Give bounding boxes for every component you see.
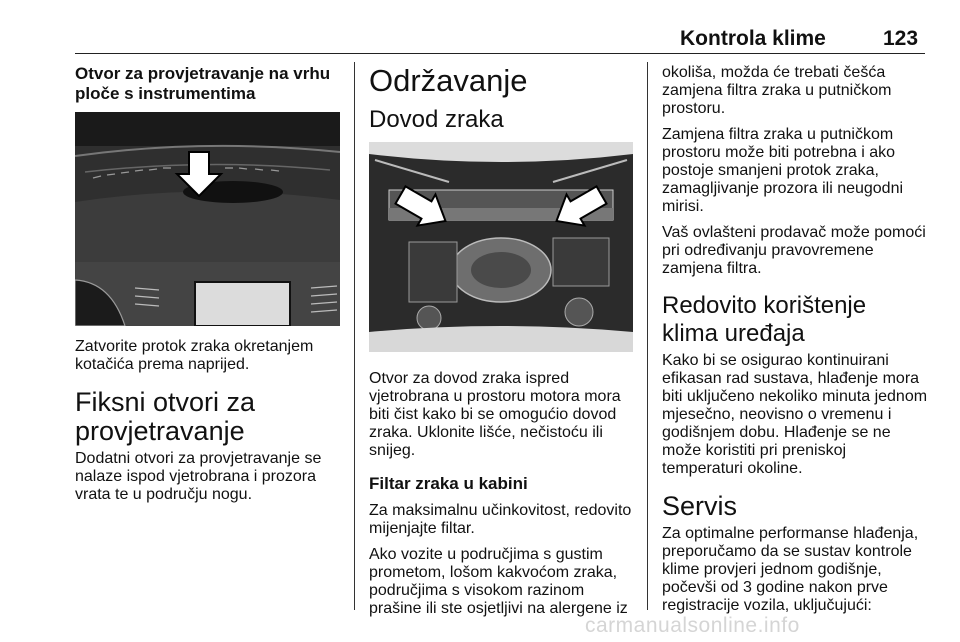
dashboard-vent-illustration xyxy=(75,112,340,326)
fixed-vents-title: Fiksni otvori za provjetravanje xyxy=(75,387,256,446)
column-2 xyxy=(369,64,633,626)
page-number: 123 xyxy=(883,27,919,50)
cabin-filter-p1: Za maksimalnu učinkovitost, redovito mijenjajte filtar. xyxy=(369,502,632,537)
fixed-vents-body: Dodatni otvori za provjetravanje se nalaze ispod vjetrobrana i prozora vrata te u području nogu. xyxy=(75,450,322,503)
header-rule xyxy=(75,53,925,54)
service-body: Za optimalne performanse hlađenja, preporučamo da se sustav kontrole klime provjeri jednom godišnje, počevši od 3 godine nakon prve registracije vozila, uključujući: xyxy=(662,525,919,614)
cabin-filter-p2: Ako vozite u područjima s gustim prometom, lošom kakvoćom zraka, područjima s visokom razinom prašine ili ste osjetljivi na alergene iz xyxy=(369,546,628,617)
filter-continued-p3: Vaš ovlašteni prodavač može pomoći pri određivanju pravovremene zamjena filtra. xyxy=(662,224,926,277)
column-divider-1 xyxy=(354,62,355,610)
watermark: carmanualsonline.info xyxy=(585,614,800,637)
air-intake-caption: Otvor za dovod zraka ispred vjetrobrana u prostoru motora mora biti čist kako bi se omogućio dovod zraka. Uklonite lišće, nečistoću ili snijeg. xyxy=(369,370,621,459)
page-header-title: Kontrola klime xyxy=(680,27,826,50)
dashboard-vent-caption: Zatvorite protok zraka okretanjem kotačića prema naprijed. xyxy=(75,338,314,373)
column-1 xyxy=(75,64,340,512)
column-divider-2 xyxy=(647,62,648,610)
maintenance-title: Održavanje xyxy=(369,63,528,98)
ac-usage-body: Kako bi se osigurao kontinuirani efikasan rad sustava, hlađenje mora biti uključeno nekoliko minuta jednom mjesečno, neovisno o vremenu i godišnjem dobu. Hlađenje se ne može koristiti pri preniskoj temperaturi okoline. xyxy=(662,352,928,477)
engine-bay-illustration xyxy=(369,142,633,352)
filter-continued-p2: Zamjena filtra zraka u putničkom prostoru može biti potrebna i ako postoje smanjeni protok zraka, zamagljivanje prozora ili neugodni mirisi. xyxy=(662,126,904,215)
ac-usage-title: Redovito korištenje klima uređaja xyxy=(662,292,867,347)
service-title: Servis xyxy=(662,491,738,521)
column-3 xyxy=(662,64,928,623)
cabin-filter-heading: Filtar zraka u kabini xyxy=(369,474,528,493)
filter-continued-p1: okoliša, možda će trebati češća zamjena filtra zraka u putničkom prostoru. xyxy=(662,64,892,117)
dashboard-vent-heading: Otvor za provjetravanje na vrhu ploče s instrumentima xyxy=(75,64,331,103)
air-intake-title: Dovod zraka xyxy=(369,106,504,133)
